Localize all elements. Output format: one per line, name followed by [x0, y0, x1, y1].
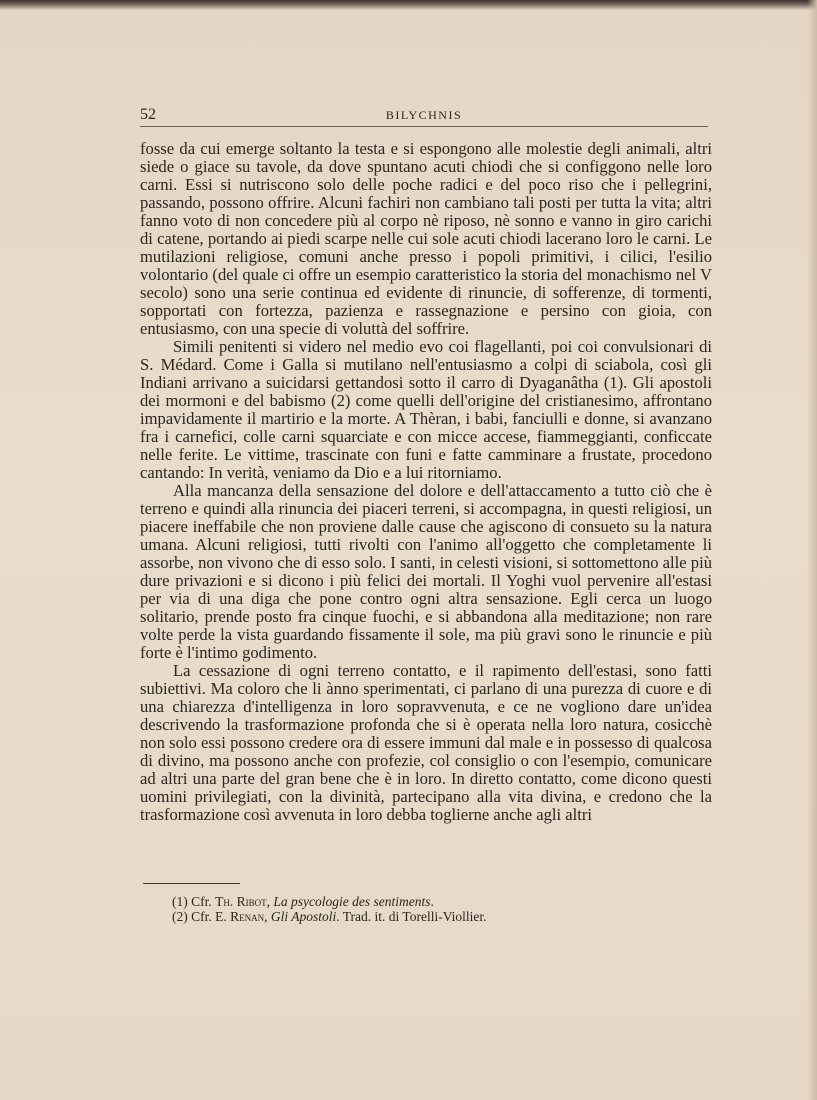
footnote-suffix: .: [430, 894, 434, 909]
footnote-prefix: Cfr.: [191, 894, 212, 909]
footnote-separator: ,: [264, 909, 268, 924]
footnote-title: Gli Apostoli: [270, 909, 337, 924]
footnote-rule: [143, 883, 240, 884]
footnote-prefix: Cfr. E.: [191, 909, 227, 924]
header-rule: [140, 126, 708, 127]
running-head: [140, 106, 708, 126]
footnote-1: [172, 894, 672, 909]
journal-title: BILYCHNIS: [385, 108, 463, 122]
footnote-suffix: . Trad. it. di Torelli-Viollier.: [336, 909, 487, 924]
footnote-separator: ,: [266, 894, 271, 909]
footnote-author: Renan: [230, 909, 265, 924]
footnote-author: Th. Ribot: [215, 894, 267, 909]
body-text: [140, 140, 712, 824]
paragraph: Simili penitenti si videro nel medio evo coi flagellanti, poi coi convulsionari di S. Médard. Come i Galla si mutilano nell'entusiasmo a colpi di sciabola, così gli Indiani arrivano a suicidarsi gettandosi sotto il carro di Dyaganâtha (1). Gli apostoli dei mormoni e del babismo (2) come quelli dell'origine del cristianesimo, affrontano impavidamente il martirio e la morte. A Thèran, i babi, fanciulli e donne, si avanzano fra i carnefici, colle carni squarciate e con micce accese, fiammeggianti, conficcate nelle ferite. Le vittime, trascinate con funi e fatte camminare a frustate, procedono cantando: In verità, veniamo da Dio e a lui ritorniamo.: [140, 337, 712, 482]
footnotes: [172, 894, 672, 924]
paragraph: Alla mancanza della sensazione del dolore e dell'attaccamento a tutto ciò che è terreno e quindi alla rinuncia dei piaceri terreni, si accompagna, in questi religiosi, un piacere ineffabile che non proviene dalle cause che agiscono di consueto su la natura umana. Alcuni religiosi, tutti rivolti con l'animo all'oggetto che completamente li assorbe, non vivono che di esso solo. I santi, in celesti visioni, si sottomettono alle più dure privazioni e si dicono i più felici dei mortali. Il Yoghi vuol pervenire all'estasi per via di una diga che pone contro ogni altra sensazione. Egli cerca un luogo solitario, prende posto fra cinque fuochi, e si abbandona alla meditazione; non rare volte perde la vista guardando fissamente il sole, ma più gravi sono le rinuncie e più forte è l'intimo godimento.: [140, 481, 712, 662]
page-number: 52: [140, 106, 156, 123]
footnote-2: [172, 909, 672, 924]
page-right-edge: [807, 0, 817, 1100]
paragraph: fosse da cui emerge soltanto la testa e si espongono alle molestie degli animali, altri siede o giace su tavole, da dove spuntano acuti chiodi che si configgono nelle loro carni. Essi si nutriscono solo delle poche radici e del poco riso che i pellegrini, passando, possono offrire. Alcuni fachiri non cambiano tali posti per tutta la vita; altri fanno voto di non concedere più al corpo nè riposo, nè sonno e vanno in giro carichi di catene, portando ai piedi scarpe nelle cui sole acuti chiodi lacerano loro le carni. Le mutilazioni religiose, comuni anche presso i popoli primitivi, i cilici, l'esilio volontario (del quale ci offre un esempio caratteristico la storia del monachismo nel V secolo) sono una serie continua ed evidente di rinuncie, di sofferenze, di tormenti, sopportati con fortezza, pazienza e rassegnazione e persino con gioia, con entusiasmo, con una specie di voluttà del soffrire.: [140, 139, 712, 338]
page-top-edge: [0, 0, 817, 10]
footnote-title: La psycologie des sentiments: [273, 894, 431, 909]
paragraph: La cessazione di ogni terreno contatto, e il rapimento dell'estasi, sono fatti subiettivi. Ma coloro che li ànno sperimentati, ci parlano di una purezza di cuore e di una chiarezza d'intelligenza in loro sopravvenuta, e ce ne vogliono dare un'idea descrivendo la trasformazione profonda che si è operata nella loro natura, cosicchè non solo essi possono credere ora di essere immuni dal male e in possesso di qualcosa di divino, ma possono anche con profezie, col consiglio o con l'esempio, comunicare ad altri una parte del gran bene che è in loro. In diretto contatto, come dicono questi uomini privilegiati, con la divinità, partecipano alla vita divina, e credono che la trasformazione così avvenuta in loro debba toglierne anche agli altri: [140, 661, 712, 824]
footnote-marker: (1): [172, 894, 188, 909]
footnote-marker: (2): [172, 909, 188, 924]
